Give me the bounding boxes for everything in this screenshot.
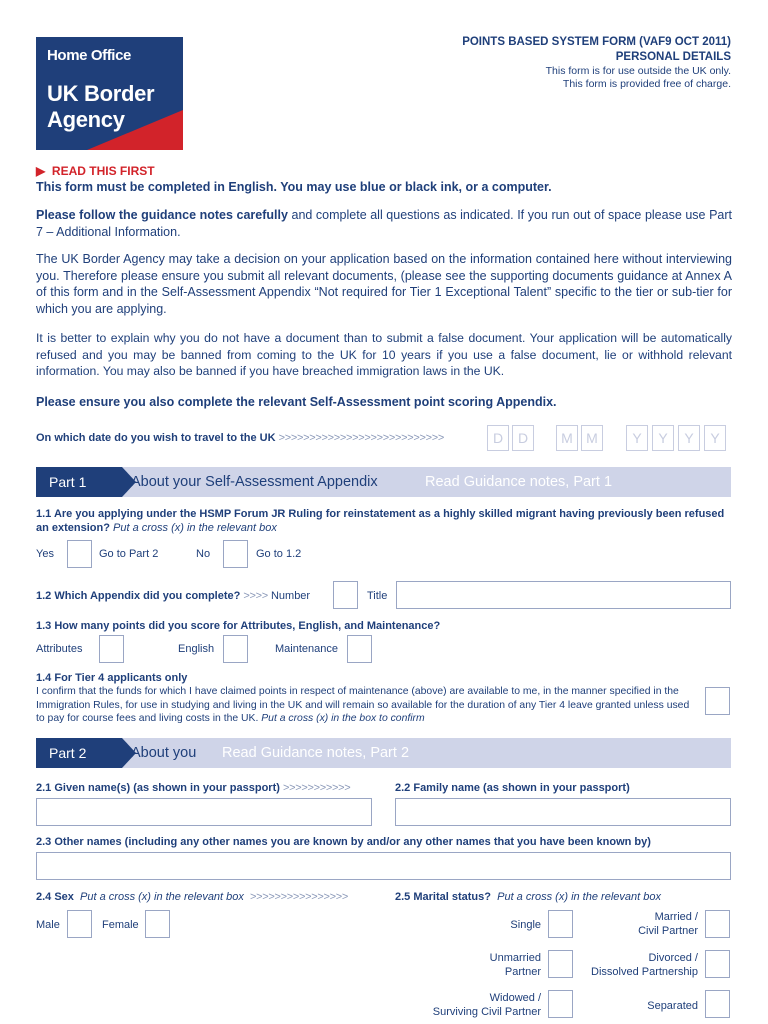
sex-male-label: Male xyxy=(36,919,60,931)
q1-1-no-label: No xyxy=(196,548,211,560)
marital-married-checkbox[interactable] xyxy=(705,910,730,938)
read-this-first: ▶ READ THIS FIRST xyxy=(36,164,155,178)
q1-1-no-checkbox[interactable] xyxy=(223,540,248,568)
family-name-field[interactable] xyxy=(395,798,731,826)
travel-year-3[interactable]: Y xyxy=(678,425,700,451)
travel-day-2[interactable]: D xyxy=(512,425,534,451)
travel-year-1[interactable]: Y xyxy=(626,425,648,451)
q1-3-english-label: English xyxy=(178,643,215,655)
travel-day-1[interactable]: D xyxy=(487,425,509,451)
part1-label: Part 1 xyxy=(36,467,122,497)
intro-self-assessment: Please ensure you also complete the relevant Self-Assessment point scoring Appendix. xyxy=(36,395,557,409)
marital-separated-label: Separated xyxy=(647,1000,698,1012)
q1-4-body: I confirm that the funds for which I have claimed points in respect of maintenance (above) are available to me, in the manner specified in the Immigration Rules, for use in studying and living in the UK and will remain so available for the duration of any Tier 4 leave granted unless used to pay for course fees and living costs in the UK. Put a cross (x) in the box to confirm xyxy=(36,686,690,724)
q1-3: 1.3 How many points did you score for Attributes, English, and Maintenance? xyxy=(36,620,441,632)
marital-unmarried-label: Unmarried Partner xyxy=(489,952,541,978)
part2-guidance: Read Guidance notes, Part 2 xyxy=(222,745,410,761)
intro-english-ink: This form must be completed in English. You may use blue or black ink, or a computer. xyxy=(36,180,552,194)
form-title: POINTS BASED SYSTEM FORM (VAF9 OCT 2011) xyxy=(462,36,731,48)
marital-separated-checkbox[interactable] xyxy=(705,990,730,1018)
q1-2: 1.2 Which Appendix did you complete? >>>> Number xyxy=(36,590,311,602)
q1-3-attributes-field[interactable] xyxy=(99,635,124,663)
q1-3-attributes-label: Attributes xyxy=(36,643,83,655)
part1-title: About your Self-Assessment Appendix xyxy=(131,474,378,490)
q1-3-maintenance-label: Maintenance xyxy=(275,643,338,655)
part2-header xyxy=(36,738,731,768)
intro-false-document: It is better to explain why you do not have a document than to submit a false document. Your application will be automatically refused and you may be banned from coming to the UK for 10 years if you use a false document, lie or withhold relevant information. You may also be banned if you have breached immigration laws in the UK. xyxy=(36,331,732,378)
q1-1-yes-checkbox[interactable] xyxy=(67,540,92,568)
part1-guidance: Read Guidance notes, Part 1 xyxy=(425,474,613,490)
travel-year-4[interactable]: Y xyxy=(704,425,726,451)
uk-border-agency-logo xyxy=(36,37,183,150)
marital-widowed-checkbox[interactable] xyxy=(548,990,573,1018)
q1-2-title-field[interactable] xyxy=(396,581,731,609)
form-note-outside-uk: This form is for use outside the UK only. xyxy=(545,65,731,77)
q1-1-yes-label: Yes xyxy=(36,548,54,560)
intro-guidance: Please follow the guidance notes carefully and complete all questions as indicated. If you run out of space please use Part 7 – Additional Information. xyxy=(36,208,732,239)
travel-year-2[interactable]: Y xyxy=(652,425,674,451)
logo-home-office: Home Office xyxy=(47,47,131,64)
q1-3-english-field[interactable] xyxy=(223,635,248,663)
intro-decision: The UK Border Agency may take a decision on your application based on the information contained here without interviewing you. Therefore please ensure you submit all relevant documents, (please see the supporting documents guidance at Annex A of this form and in the Self-Assessment Appendix “Not required for Tier 1 Exceptional Talent” specific to the tier or sub-tier for which you are applying. xyxy=(36,252,732,316)
q2-3: 2.3 Other names (including any other names you are known by and/or any other names that you have been known by) xyxy=(36,836,651,848)
part2-label: Part 2 xyxy=(36,738,122,768)
q1-1: 1.1 Are you applying under the HSMP Forum JR Ruling for reinstatement as a highly skilled migrant having previously been refused an extension? Put a cross (x) in the relevant box xyxy=(36,508,725,534)
q2-1: 2.1 Given name(s) (as shown in your passport) >>>>>>>>>>> xyxy=(36,782,351,794)
marital-widowed-label: Widowed / Surviving Civil Partner xyxy=(432,992,541,1018)
q1-4-confirm-checkbox[interactable] xyxy=(705,687,730,715)
travel-month-2[interactable]: M xyxy=(581,425,603,451)
q1-1-go-part2: Go to Part 2 xyxy=(99,548,159,560)
q1-4: 1.4 For Tier 4 applicants only xyxy=(36,672,188,684)
arrow-right-icon: ▶ xyxy=(36,164,46,178)
sex-female-label: Female xyxy=(102,919,139,931)
marital-single-label: Single xyxy=(510,919,541,931)
q2-4: 2.4 Sex Put a cross (x) in the relevant box >>>>>>>>>>>>>>>> xyxy=(36,891,349,903)
marital-married-label: Married / Civil Partner xyxy=(638,911,698,937)
part1-header xyxy=(36,467,731,497)
part2-title: About you xyxy=(131,745,197,761)
travel-date-question: On which date do you wish to travel to the UK >>>>>>>>>>>>>>>>>>>>>>>>>>> xyxy=(36,432,444,444)
q2-5: 2.5 Marital status? Put a cross (x) in the relevant box xyxy=(395,891,661,903)
marital-single-checkbox[interactable] xyxy=(548,910,573,938)
travel-month-1[interactable]: M xyxy=(556,425,578,451)
q1-3-maintenance-field[interactable] xyxy=(347,635,372,663)
marital-divorced-label: Divorced / Dissolved Partnership xyxy=(591,952,698,978)
marital-divorced-checkbox[interactable] xyxy=(705,950,730,978)
sex-female-checkbox[interactable] xyxy=(145,910,170,938)
logo-agency-name: UK Border Agency xyxy=(47,81,155,132)
form-subtitle: PERSONAL DETAILS xyxy=(615,51,731,63)
form-note-free: This form is provided free of charge. xyxy=(562,78,731,90)
given-names-field[interactable] xyxy=(36,798,372,826)
q1-1-go-1-2: Go to 1.2 xyxy=(256,548,302,560)
marital-unmarried-checkbox[interactable] xyxy=(548,950,573,978)
sex-male-checkbox[interactable] xyxy=(67,910,92,938)
q1-2-number-field[interactable] xyxy=(333,581,358,609)
other-names-field[interactable] xyxy=(36,852,731,880)
q2-2: 2.2 Family name (as shown in your passport) xyxy=(395,782,630,794)
form-header xyxy=(462,35,731,91)
q1-2-title-label: Title xyxy=(367,590,388,602)
